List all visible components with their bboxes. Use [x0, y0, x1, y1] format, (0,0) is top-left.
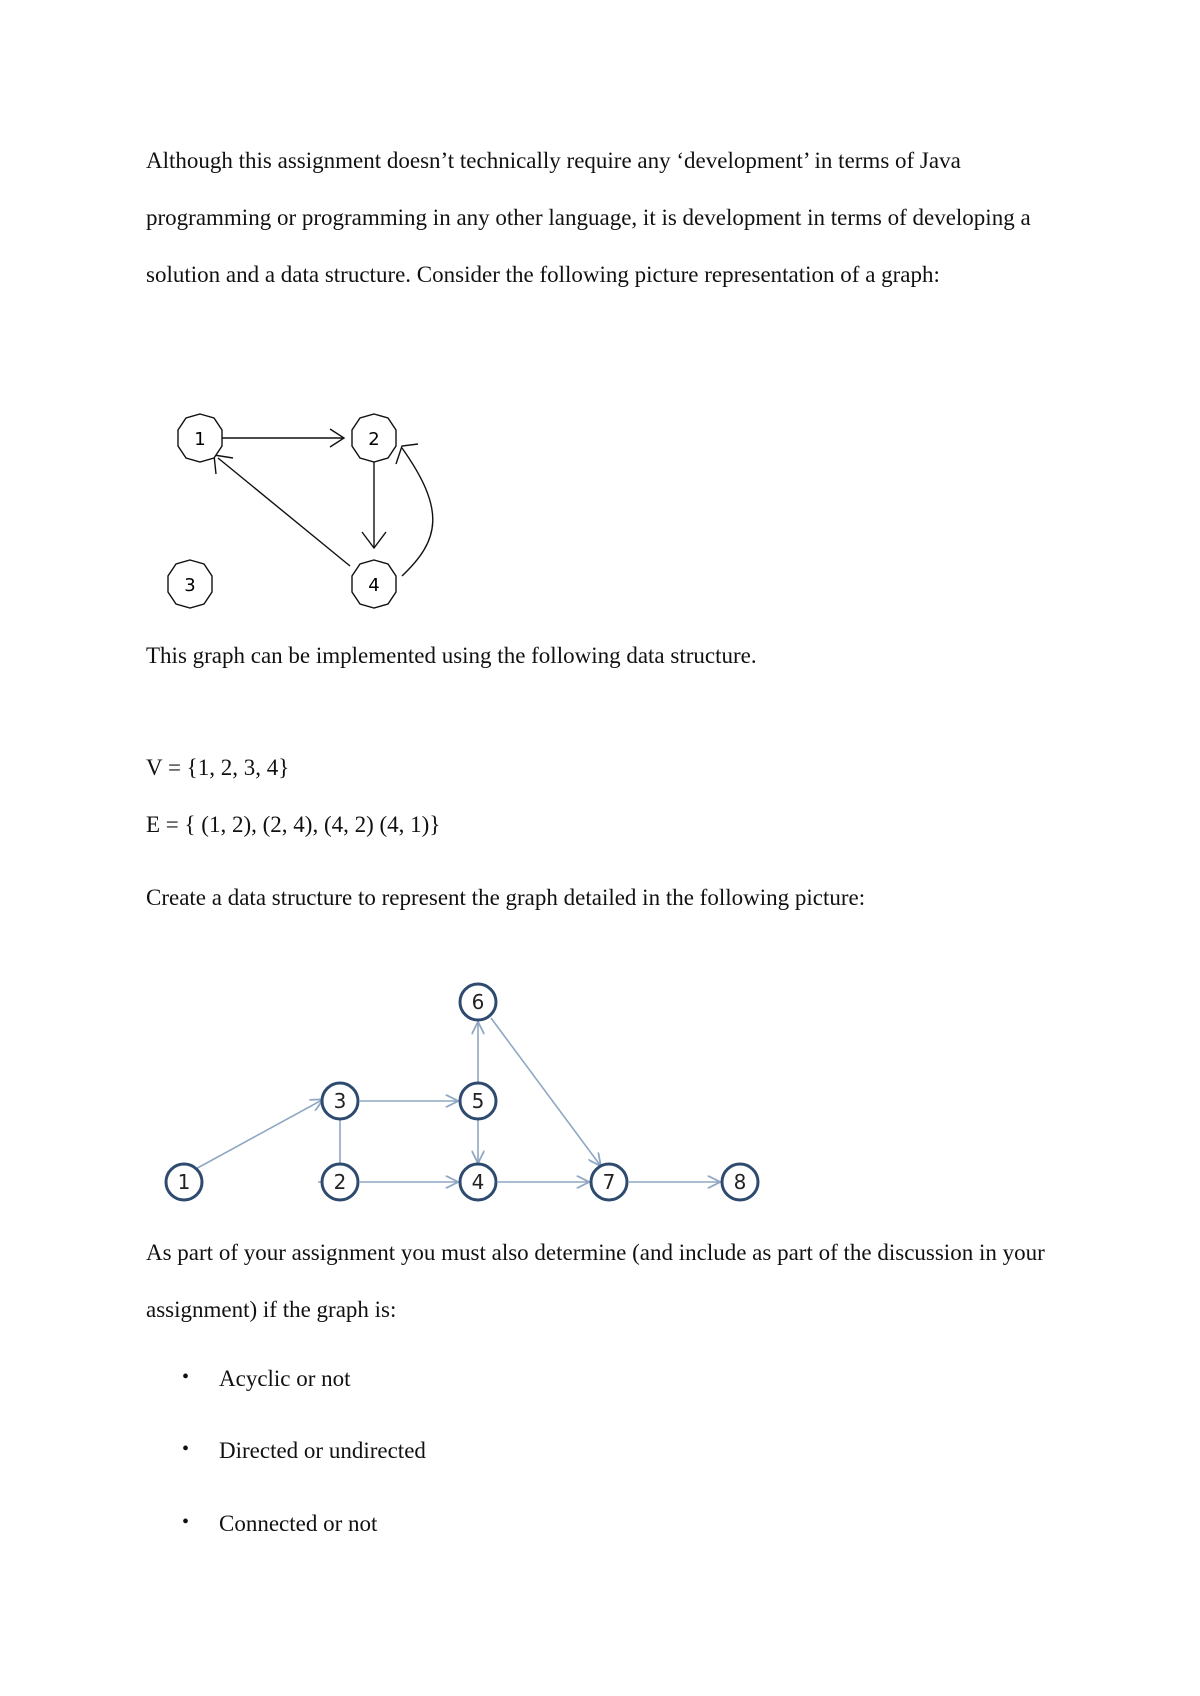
edge-1-3	[192, 1100, 322, 1171]
bullet-symbol: •	[182, 1438, 190, 1460]
svg-text:2: 2	[333, 1170, 347, 1194]
example-node-1	[178, 414, 222, 462]
svg-text:4: 4	[471, 1170, 485, 1194]
edge-4-2	[396, 444, 433, 576]
task-node-5	[460, 1083, 496, 1119]
task-node-7	[591, 1164, 627, 1200]
svg-text:8: 8	[733, 1170, 747, 1194]
edge-6-7	[491, 1018, 600, 1165]
bullet-symbol: •	[182, 1366, 190, 1388]
task-graph-figure	[150, 975, 770, 1215]
svg-text:1: 1	[177, 1170, 191, 1194]
edge-2-4	[362, 462, 386, 548]
bullet-symbol: •	[182, 1511, 190, 1533]
edge-1-2	[220, 429, 344, 447]
create-instruction: Create a data structure to represent the graph detailed in the following picture:	[146, 885, 866, 910]
svg-text:3: 3	[333, 1089, 347, 1113]
task-node-6	[460, 984, 496, 1020]
task-node-3	[322, 1083, 358, 1119]
intro-paragraph: Although this assignment doesn’t technically require any ‘development’ in terms of Java programming or programming in any other language, it is development in terms of developing a solution and a data structure. Consider the following picture representation of a graph:	[146, 148, 1031, 287]
example-node-2	[352, 414, 396, 462]
bullet-text-directed: Directed or undirected	[219, 1438, 426, 1463]
svg-text:5: 5	[471, 1089, 485, 1113]
edges-set: E = { (1, 2), (2, 4), (4, 2) (4, 1)}	[146, 812, 441, 837]
svg-text:6: 6	[471, 990, 485, 1014]
edge-4-1	[214, 455, 350, 566]
task-node-4	[460, 1164, 496, 1200]
svg-text:7: 7	[602, 1170, 616, 1194]
svg-text:4: 4	[368, 575, 380, 596]
task-node-8	[722, 1164, 758, 1200]
bullet-text-acyclic: Acyclic or not	[219, 1366, 351, 1391]
svg-text:3: 3	[184, 575, 196, 596]
example-node-4	[352, 560, 396, 608]
example-graph-figure	[150, 400, 450, 620]
bullet-text-connected: Connected or not	[219, 1511, 378, 1536]
discussion-paragraph: As part of your assignment you must also determine (and include as part of the discussion in your assignment) if the graph is:	[146, 1240, 1045, 1322]
task-node-2	[322, 1164, 358, 1200]
implemented-text: This graph can be implemented using the following data structure.	[146, 643, 757, 668]
svg-text:2: 2	[368, 429, 380, 450]
vertices-set: V = {1, 2, 3, 4}	[146, 755, 290, 780]
svg-text:1: 1	[194, 429, 206, 450]
task-node-1	[166, 1164, 202, 1200]
example-node-3	[168, 560, 212, 608]
